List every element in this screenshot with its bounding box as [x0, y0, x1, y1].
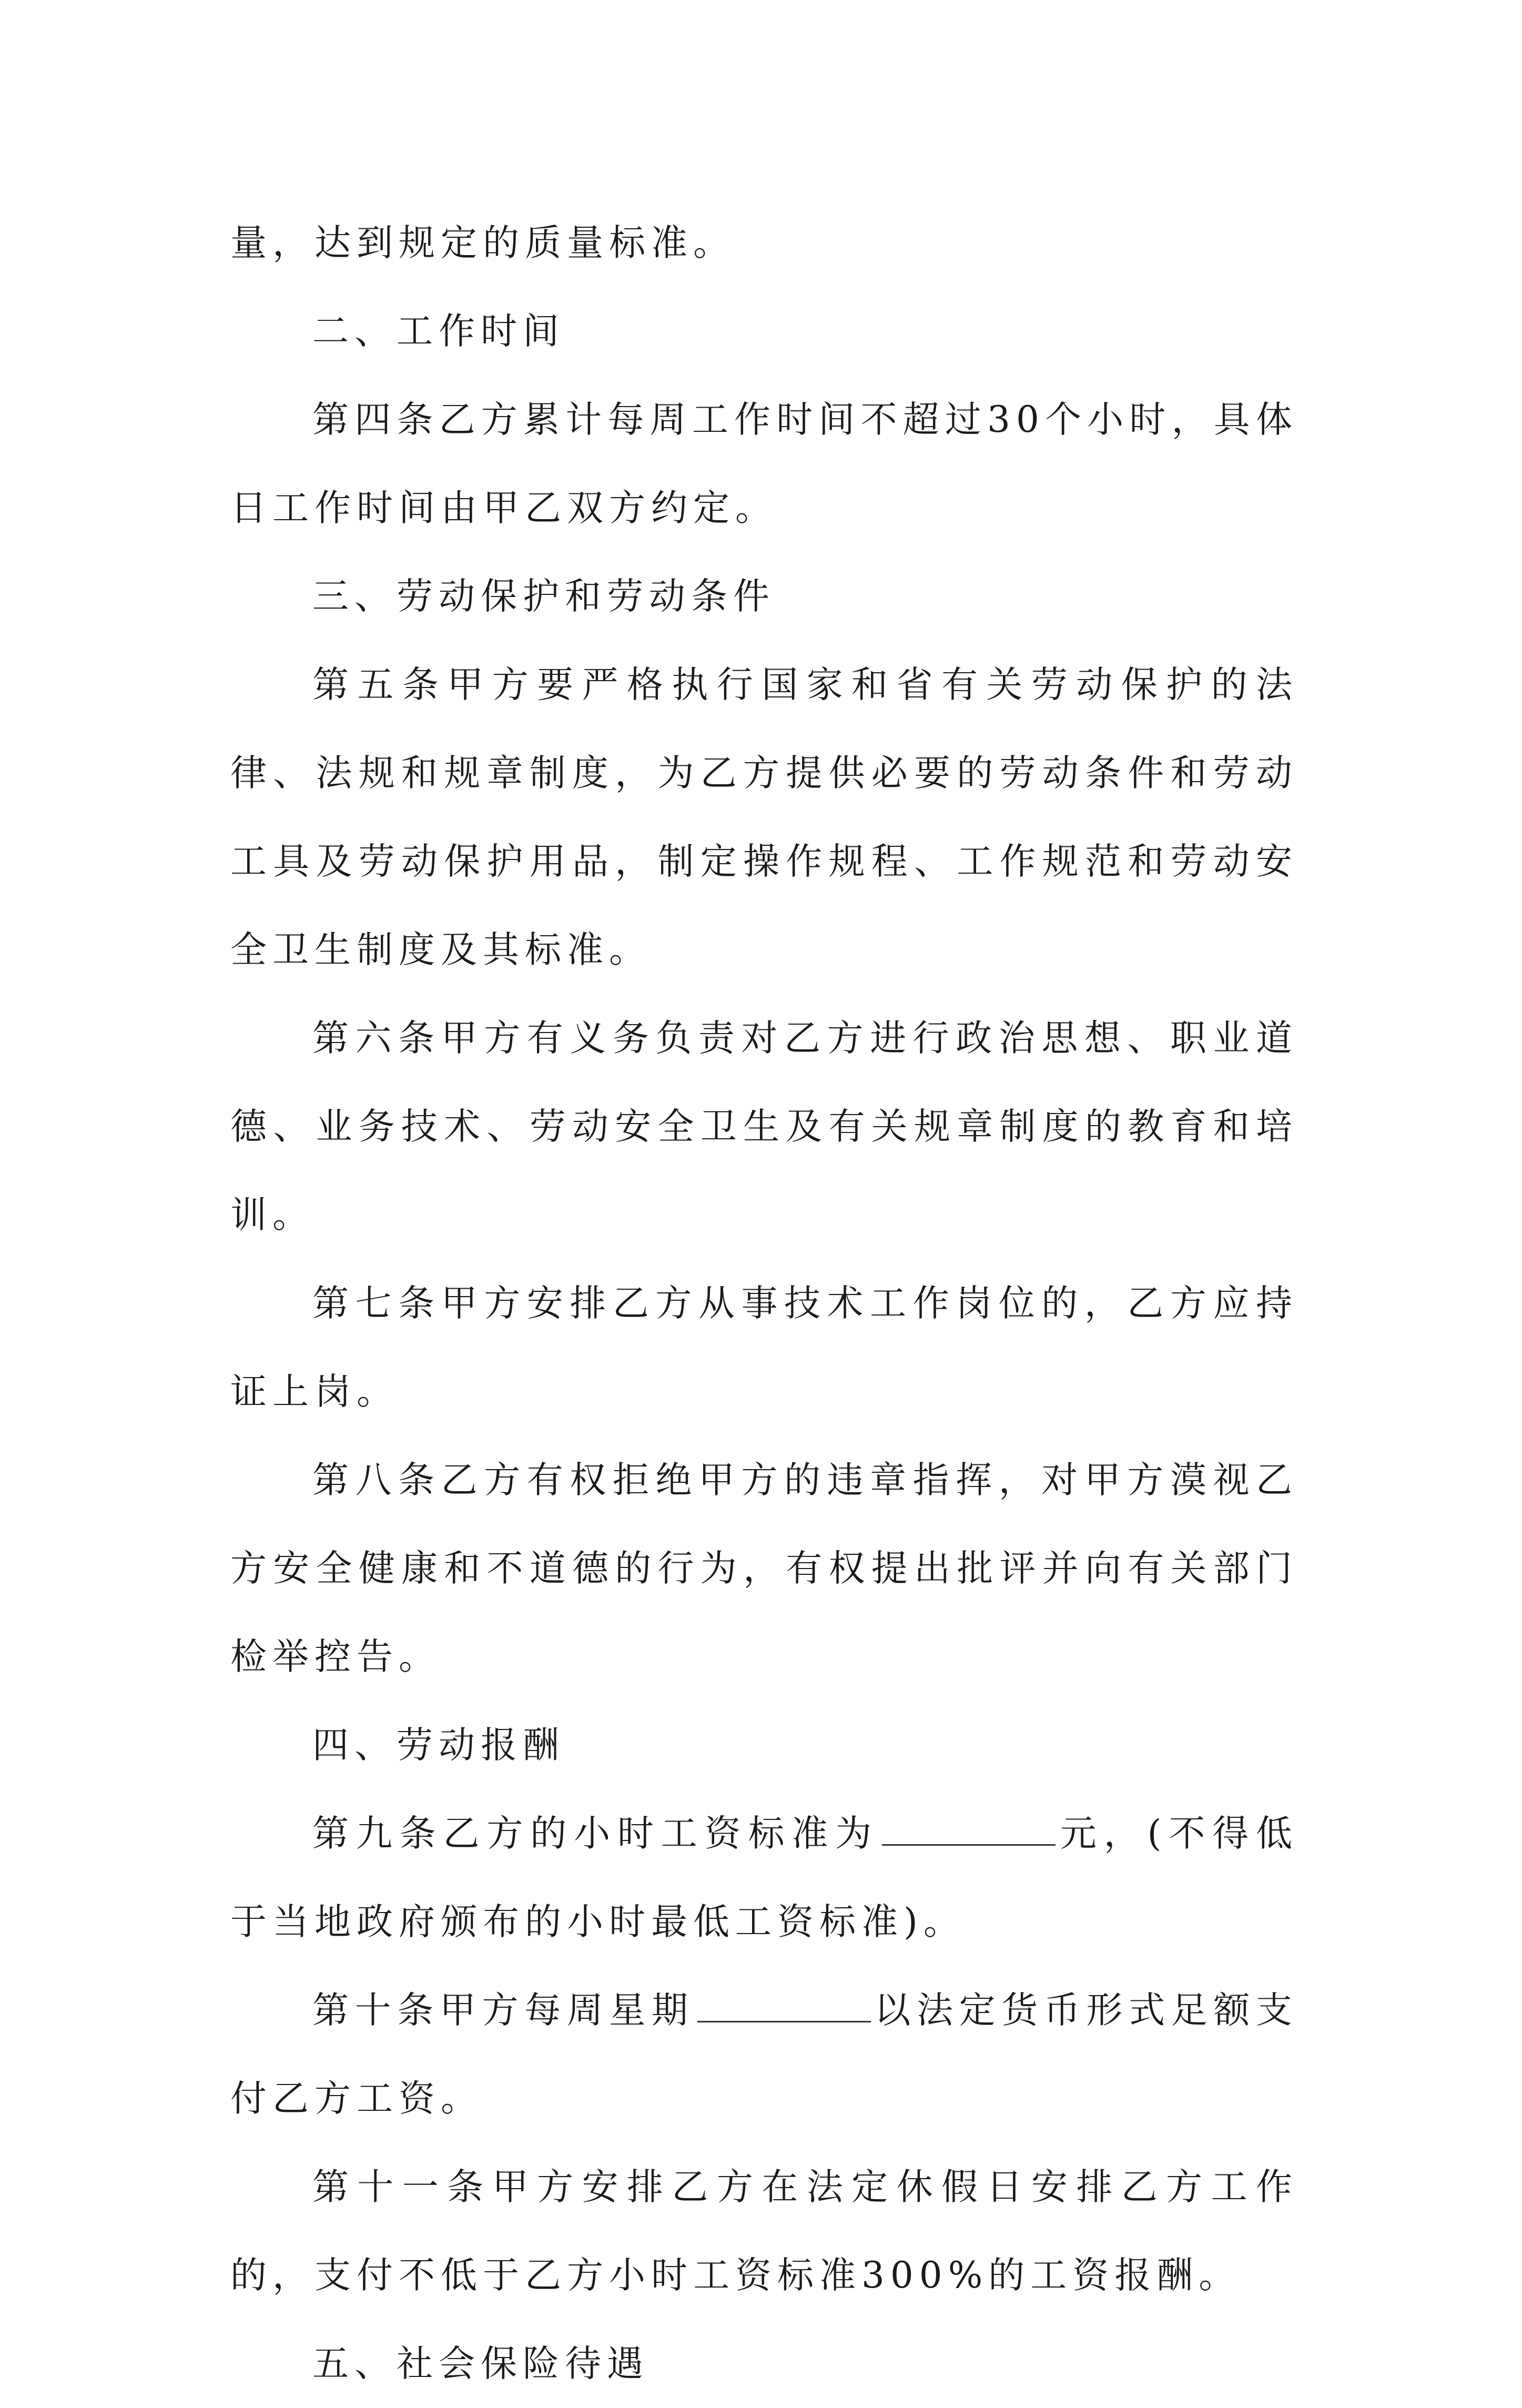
article-9-text-before: 第九条乙方的小时工资标准为: [312, 1813, 879, 1855]
article-10-text-after: 以法定货币形式足额支付乙方工资。: [230, 1989, 1298, 2120]
section-heading-social-insurance: 五、社会保险待遇: [312, 2343, 649, 2385]
hourly-wage-blank: [882, 1813, 1056, 1846]
article-8: 第八条乙方有权拒绝甲方的违章指挥，对甲方漠视乙方安全健康和不道德的行为，有权提出批评并向有关部门检举控告。: [230, 1459, 1298, 1678]
article-4: 第四条乙方累计每周工作时间不超过30个小时，具体日工作时间由甲乙双方约定。: [230, 399, 1298, 529]
section-heading-labor-protection: 三、劳动保护和劳动条件: [312, 575, 775, 618]
document-body: [230, 199, 1298, 2408]
article-9-text-after: 元，(不得低于当地政府颁布的小时最低工资标准)。: [230, 1813, 1298, 1943]
section-heading-remuneration: 四、劳动报酬: [312, 1724, 565, 1766]
article-6: 第六条甲方有义务负责对乙方进行政治思想、职业道德、业务技术、劳动安全卫生及有关规章制度的教育和培训。: [230, 1017, 1298, 1236]
section-heading-work-hours: 二、工作时间: [312, 310, 565, 352]
article-10-text-before: 第十条甲方每周星期: [312, 1989, 694, 2031]
article-10: [230, 1966, 1298, 2143]
article-7: 第七条甲方安排乙方从事技术工作岗位的，乙方应持证上岗。: [230, 1282, 1298, 1413]
payday-blank: [697, 1989, 871, 2022]
article-9: [230, 1789, 1298, 1966]
article-11: 第十一条甲方安排乙方在法定休假日安排乙方工作的，支付不低于乙方小时工资标准300%的工资报酬。: [230, 2166, 1298, 2296]
paragraph-continuation: 量，达到规定的质量标准。: [230, 222, 735, 264]
article-5: 第五条甲方要严格执行国家和省有关劳动保护的法律、法规和规章制度，为乙方提供必要的劳动条件和劳动工具及劳动保护用品，制定操作规程、工作规范和劳动安全卫生制度及其标准。: [230, 664, 1298, 971]
